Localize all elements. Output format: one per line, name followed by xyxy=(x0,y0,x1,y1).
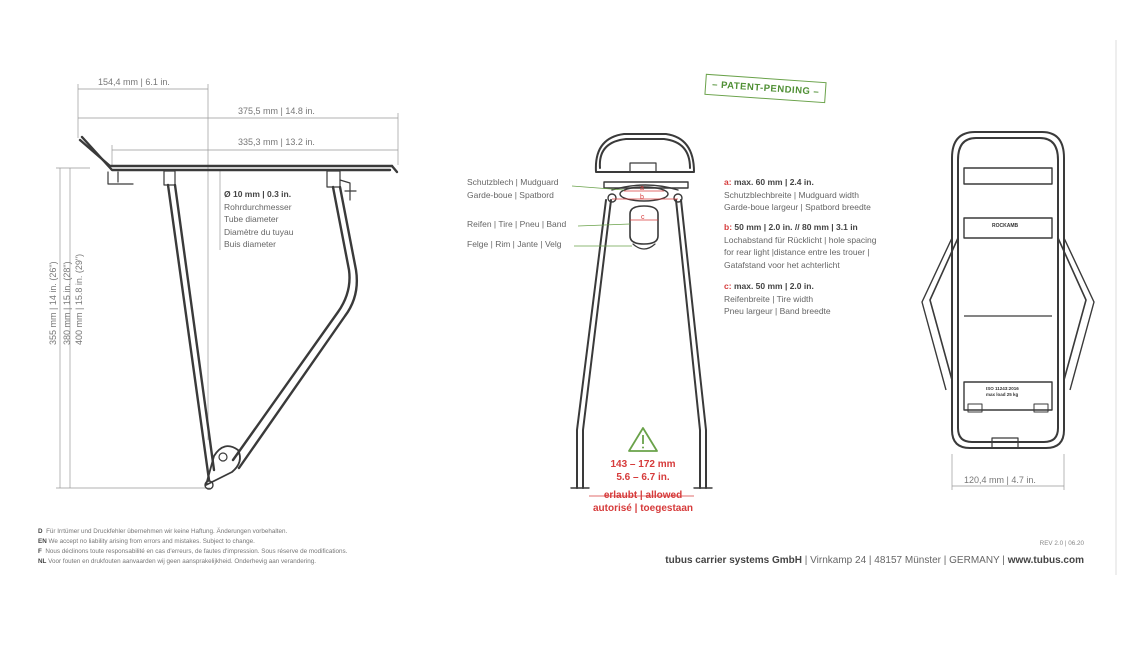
height-28: 380 mm | 15 in. (28") xyxy=(62,261,72,345)
mark-c: c xyxy=(641,214,645,221)
revision: REV 2.0 | 06.20 xyxy=(1039,540,1084,547)
spec-a-line2: Garde-boue largeur | Spatbord breedte xyxy=(724,202,871,212)
allowed-caption xyxy=(572,489,714,515)
dim-120mm: 120,4 mm | 4.7 in. xyxy=(964,475,1036,485)
tube-diameter-en: Tube diameter xyxy=(224,214,279,224)
disclaimer xyxy=(38,527,347,567)
mudguard-label xyxy=(467,176,559,201)
mark-a: a xyxy=(640,185,644,192)
spec-b-line1: Lochabstand für Rücklicht | hole spacing xyxy=(724,234,877,245)
tube-diameter-block xyxy=(224,188,293,251)
dim-335mm: 335,3 mm | 13.2 in. xyxy=(238,137,315,147)
allowed-caption-line2: autorisé | toegestaan xyxy=(592,503,694,514)
top-view-label xyxy=(986,386,1019,398)
spec-a-value: max. 60 mm | 2.4 in. xyxy=(733,177,814,187)
spec-a xyxy=(724,176,871,214)
height-26: 355 mm | 14 in. (26") xyxy=(48,261,58,345)
spec-c xyxy=(724,280,831,318)
company-name: tubus carrier systems GmbH xyxy=(665,555,803,566)
spec-b-line3: Gatafstand voor het achterlicht xyxy=(724,259,840,270)
disclaimer-f: Nous déclinons toute responsabilité en cas d'erreurs, de fautes d'impression. Sous réserve de modifications. xyxy=(45,548,348,555)
spec-b-value: 50 mm | 2.0 in. // 80 mm | 3.1 in xyxy=(734,222,858,232)
tube-diameter-nl: Buis diameter xyxy=(224,239,276,249)
spec-a-line1: Schutzblechbreite | Mudguard width xyxy=(724,189,859,200)
spec-c-value: max. 50 mm | 2.0 in. xyxy=(733,281,814,291)
allowed-range-in: 5.6 – 6.7 in. xyxy=(616,472,670,483)
disclaimer-d-code: D xyxy=(38,528,43,535)
side-view-dimension-lines xyxy=(56,84,398,488)
top-view-rack xyxy=(922,132,1094,448)
dim-375mm: 375,5 mm | 14.8 in. xyxy=(238,106,315,116)
warning-icon xyxy=(629,428,657,451)
mudguard-label-line1: Schutzblech | Mudguard xyxy=(467,177,559,187)
allowed-caption-line1: erlaubt | allowed xyxy=(603,490,683,501)
allowed-range xyxy=(592,458,694,484)
dim-154mm: 154,4 mm | 6.1 in. xyxy=(98,77,170,87)
disclaimer-nl: Voor fouten en drukfouten aanvaarden wij geen aansprakelijkheid. Onderhevig aan verandering. xyxy=(48,558,316,565)
company-line xyxy=(560,555,1084,566)
spec-b-prefix: b: xyxy=(724,222,733,232)
height-29: 400 mm | 15.8 in. (29") xyxy=(74,253,84,345)
disclaimer-nl-code: NL xyxy=(38,558,47,565)
disclaimer-d: Für Irrtümer und Druckfehler übernehmen wir keine Haftung. Änderungen vorbehalten. xyxy=(46,528,288,535)
spec-a-prefix: a: xyxy=(724,177,732,187)
rim-label: Felge | Rim | Jante | Velg xyxy=(467,239,562,249)
spec-c-prefix: c: xyxy=(724,281,732,291)
disclaimer-en: We accept no liability arising from errors and mistakes. Subject to change. xyxy=(48,538,255,545)
top-view-label-2: max load 25 kg xyxy=(986,392,1019,397)
disclaimer-en-code: EN xyxy=(38,538,47,545)
tube-diameter-value: Ø 10 mm | 0.3 in. xyxy=(224,189,292,199)
spec-c-line2: Pneu largeur | Band breedte xyxy=(724,306,831,316)
company-address: | Virnkamp 24 | 48157 Münster | GERMANY | xyxy=(802,555,1008,566)
company-website-link[interactable]: www.tubus.com xyxy=(1007,555,1084,566)
tube-diameter-fr: Diamètre du tuyau xyxy=(224,226,294,237)
spec-b xyxy=(724,221,876,271)
allowed-range-mm: 143 – 172 mm xyxy=(610,459,676,470)
spec-c-line1: Reifenbreite | Tire width xyxy=(724,293,814,304)
disclaimer-f-code: F xyxy=(38,548,42,555)
spec-b-line2: for rear light |distance entre les trouer | xyxy=(724,247,870,257)
patent-pending-stamp: – PATENT-PENDING – xyxy=(704,74,827,103)
mark-b: b xyxy=(640,194,644,201)
tube-diameter-de: Rohrdurchmesser xyxy=(224,201,292,212)
top-view-brand: ROCKAMB xyxy=(992,223,1019,229)
mudguard-label-line2: Garde-boue | Spatbord xyxy=(467,189,554,200)
tire-label: Reifen | Tire | Pneu | Band xyxy=(467,219,567,229)
top-view-label-1: ISO 11243:2016 xyxy=(986,386,1019,391)
